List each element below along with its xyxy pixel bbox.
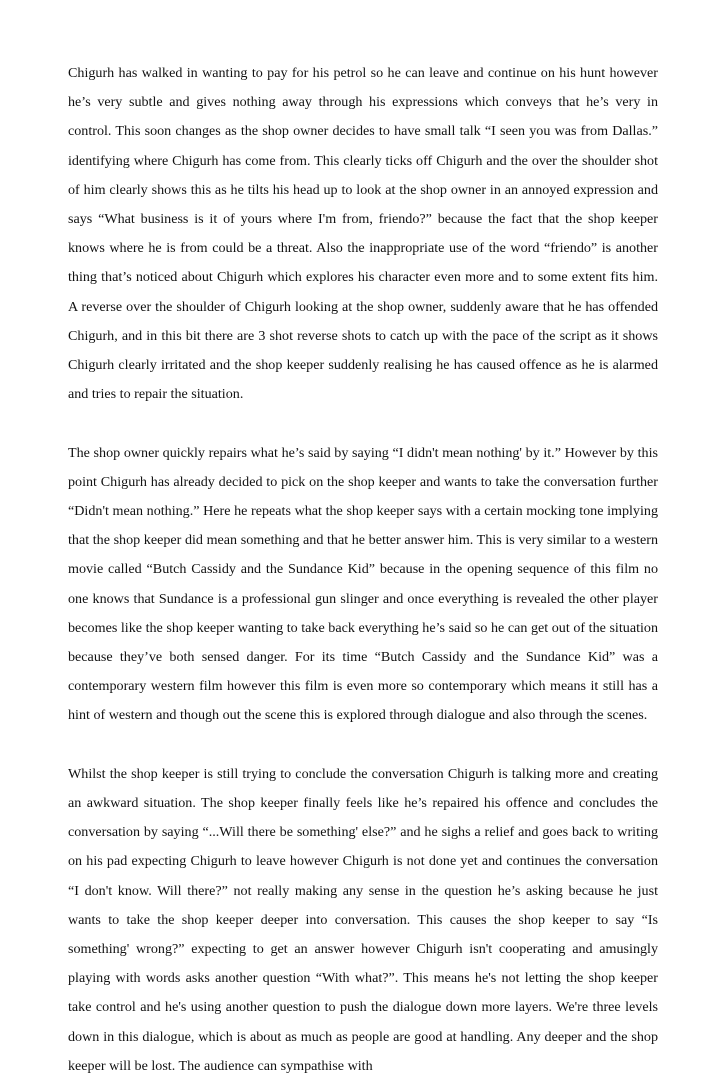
paragraph: The shop owner quickly repairs what he’s said by saying “I didn't mean nothing' by it.” However by this point Chigurh has already decided to pick on the shop keeper and wants to take the conversation further “Didn't mean nothing.” Here he repeats what the shop keeper says with a certain mocking tone implying that the shop keeper did mean something and that he better answer him. This is very similar to a western movie called “Butch Cassidy and the Sundance Kid” because in the opening sequence of this film no one knows that Sundance is a professional gun slinger and once everything is revealed the other player becomes like the shop keeper wanting to take back everything he’s said so he can get out of the situation because they’ve both sensed danger. For its time “Butch Cassidy and the Sundance Kid” was a contemporary western film however this film is even more so contemporary which means it still has a hint of western and though out the scene this is explored through dialogue and also through the scenes. — [68, 444, 658, 724]
document-page — [68, 59, 658, 1081]
paragraph: Whilst the shop keeper is still trying to conclude the conversation Chigurh is talking more and creating an awkward situation. The shop keeper finally feels like he’s repaired his offence and concludes the conversation by saying “...Will there be something' else?” and he sighs a relief and goes back to writing on his pad expecting Chigurh to leave however Chigurh is not done yet and continues the conversation “I don't know. Will there?” not really making any sense in the question he’s asking because he just wants to take the shop keeper deeper into conversation. This causes the shop keeper to say “Is something' wrong?” expecting to get an answer however Chigurh isn't cooperating and amusingly playing with words asks another question “With what?”. This means he's not letting the shop keeper take control and he's using another question to push the dialogue down more layers. We're three levels down in this dialogue, which is about as much as people are good at handling. Any deeper and the shop keeper will be lost. The audience can sympathise with — [68, 765, 658, 1074]
paragraph: Chigurh has walked in wanting to pay for his petrol so he can leave and continue on his hunt however he’s very subtle and gives nothing away through his expressions which conveys that he’s very in control. This soon changes as the shop owner decides to have small talk “I seen you was from Dallas.” identifying where Chigurh has come from. This clearly ticks off Chigurh and the over the shoulder shot of him clearly shows this as he tilts his head up to look at the shop owner in an annoyed expression and says “What business is it of yours where I'm from, friendo?” because the fact that the shop keeper knows where he is from could be a threat. Also the inappropriate use of the word “friendo” is another thing that’s noticed about Chigurh which explores his character even more and to some extent fits him. A reverse over the shoulder of Chigurh looking at the shop owner, suddenly aware that he has offended Chigurh, and in this bit there are 3 shot reverse shots to catch up with the pace of the script as it shows Chigurh clearly irritated and the shop keeper suddenly realising he has caused offence as he is alarmed and tries to repair the situation. — [68, 65, 658, 403]
